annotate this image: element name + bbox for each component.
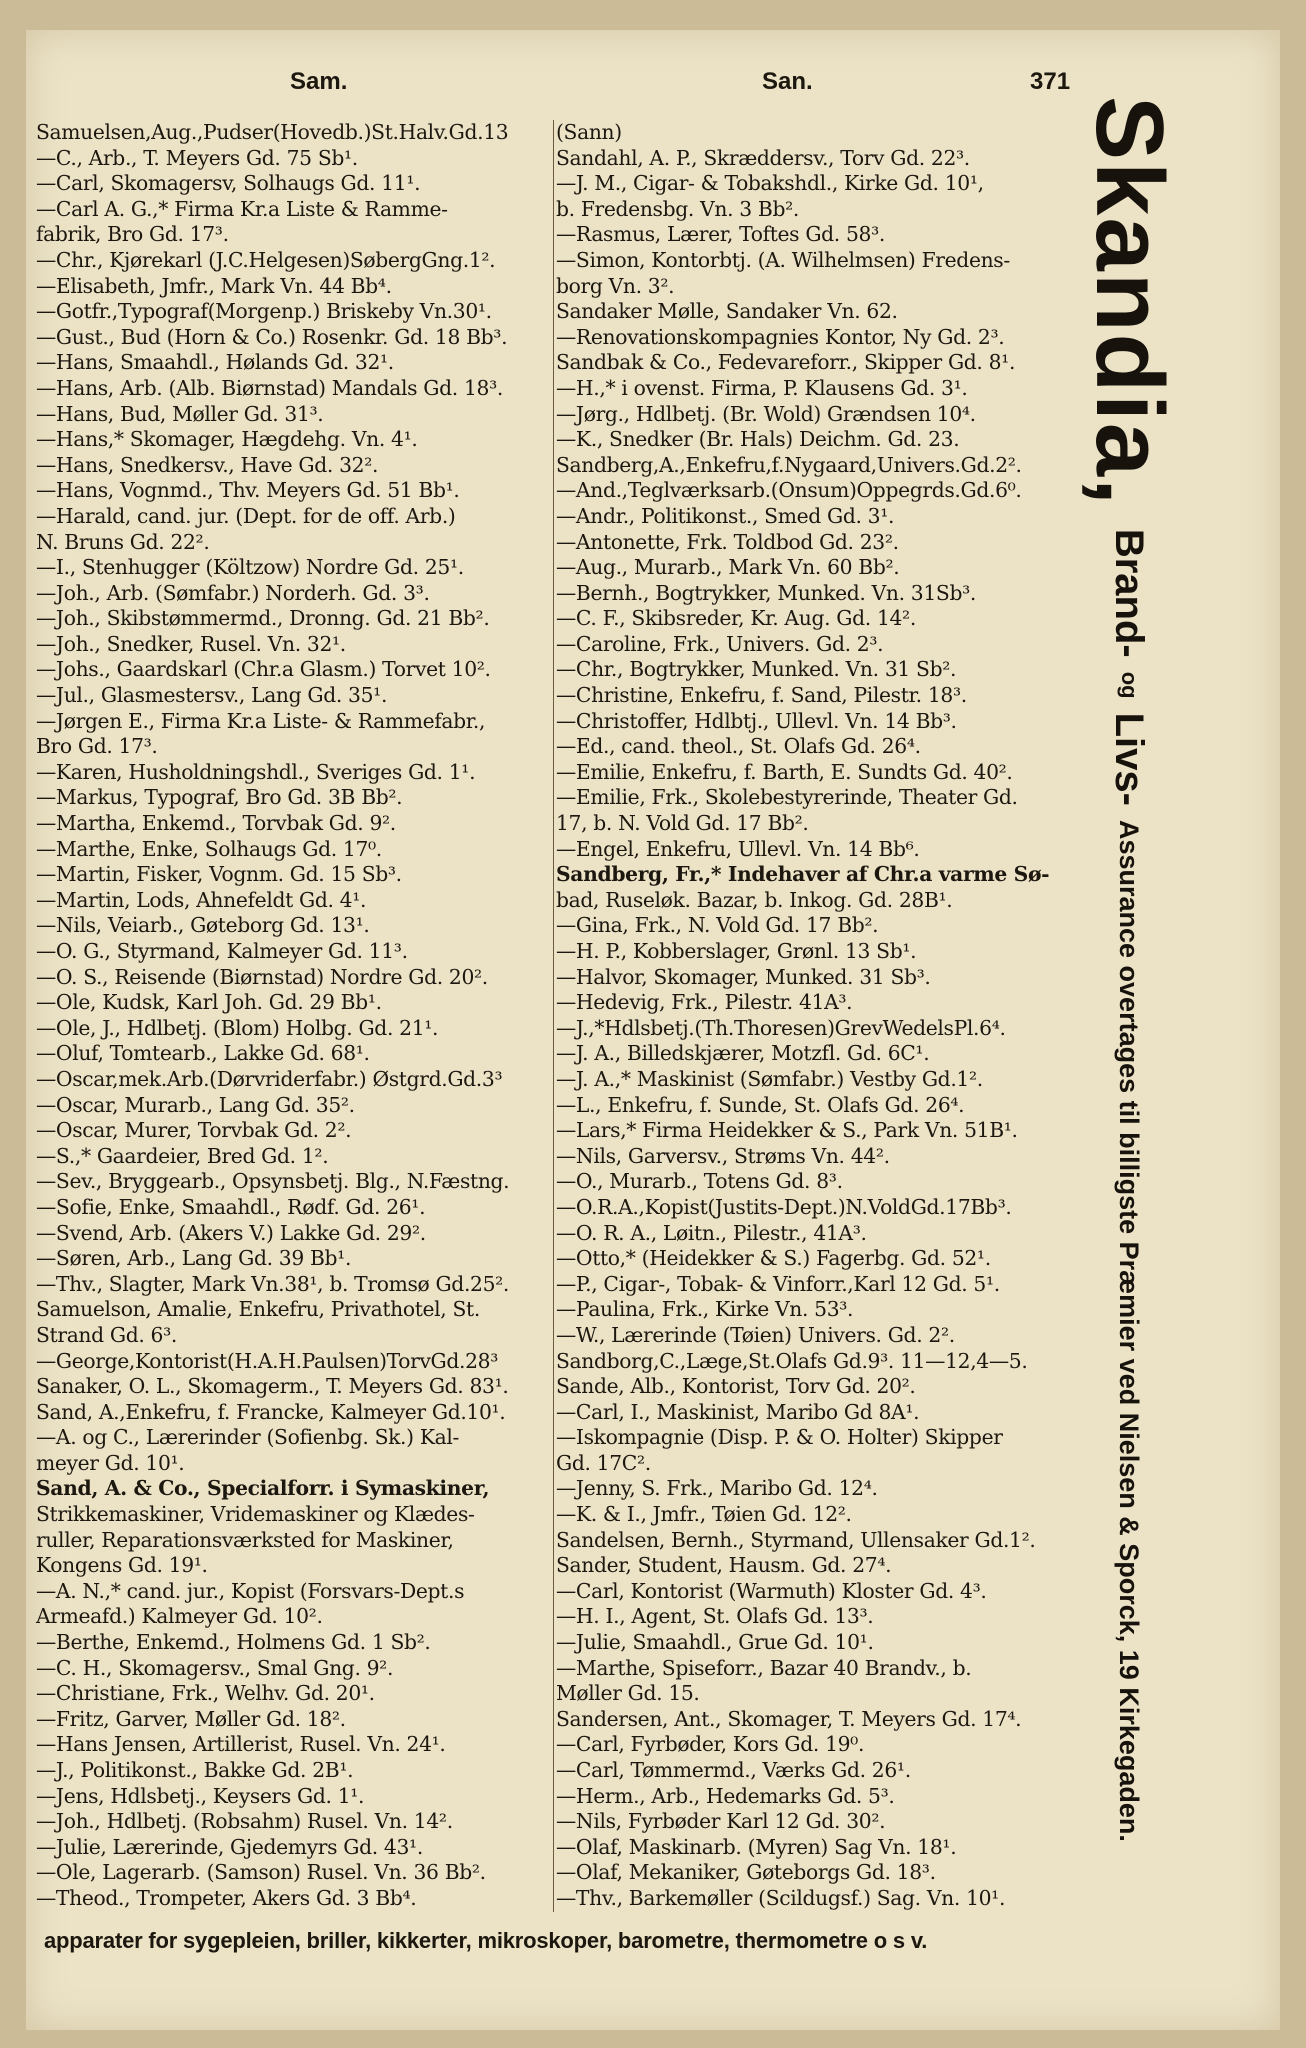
header-center-keyword: San. bbox=[762, 68, 813, 95]
directory-entry: —Hans Jensen, Artillerist, Rusel. Vn. 24¹. bbox=[36, 1732, 446, 1757]
directory-entry: Sande, Alb., Kontorist, Torv Gd. 20². bbox=[556, 1374, 916, 1399]
directory-entry: meyer Gd. 10¹. bbox=[36, 1450, 185, 1475]
directory-entry: —Julie, Lærerinde, Gjedemyrs Gd. 43¹. bbox=[36, 1834, 423, 1859]
right-column bbox=[556, 120, 1076, 1912]
directory-entry: —L., Enkefru, f. Sunde, St. Olafs Gd. 26⁴. bbox=[556, 1092, 965, 1117]
directory-entry: —Jørg., Hdlbetj. (Br. Wold) Grændsen 10⁴. bbox=[556, 401, 976, 426]
directory-entry: —Martin, Lods, Ahnefeldt Gd. 4¹. bbox=[36, 887, 367, 912]
directory-entry: Sander, Student, Hausm. Gd. 27⁴. bbox=[556, 1553, 892, 1578]
directory-entry: Strikkemaskiner, Vridemaskiner og Klædes- bbox=[36, 1502, 475, 1527]
directory-entry: —Søren, Arb., Lang Gd. 39 Bb¹. bbox=[36, 1246, 352, 1271]
sidebar-livs: Livs- bbox=[1107, 712, 1152, 806]
directory-entry: —Jenny, S. Frk., Maribo Gd. 12⁴. bbox=[556, 1476, 878, 1501]
directory-entry: —I., Stenhugger (Költzow) Nordre Gd. 25¹. bbox=[36, 555, 464, 580]
directory-entry: —A. N.,* cand. jur., Kopist (Forsvars-Dept.s bbox=[36, 1578, 465, 1603]
sidebar-ad-text: Assurance overtages til billigste Præmier ved Nielsen & Sporck, 19 Kirkegaden. bbox=[1114, 819, 1145, 1842]
directory-entry: —Joh., Hdlbetj. (Robsahm) Rusel. Vn. 14². bbox=[36, 1809, 453, 1834]
directory-entry: —Jul., Glasmestersv., Lang Gd. 35¹. bbox=[36, 683, 388, 708]
directory-entry: Sandersen, Ant., Skomager, T. Meyers Gd. 17⁴. bbox=[556, 1706, 1022, 1731]
directory-entry: —J. M., Cigar- & Tobakshdl., Kirke Gd. 10¹, bbox=[556, 171, 984, 196]
directory-entry: —Carl, Fyrbøder, Kors Gd. 19⁰. bbox=[556, 1732, 865, 1757]
directory-entry: —Christiane, Frk., Welhv. Gd. 20¹. bbox=[36, 1681, 375, 1706]
directory-entry: —Nils, Garversv., Strøms Vn. 44². bbox=[556, 1143, 890, 1168]
directory-entry: b. Fredensbg. Vn. 3 Bb². bbox=[556, 196, 799, 221]
directory-entry: fabrik, Bro Gd. 17³. bbox=[36, 222, 229, 247]
directory-entry: —Nils, Veiarb., Gøteborg Gd. 13¹. bbox=[36, 913, 370, 938]
directory-entry: —P., Cigar-, Tobak- & Vinforr.,Karl 12 Gd. 5¹. bbox=[556, 1271, 1000, 1296]
directory-entry: —Gotfr.,Typograf(Morgenp.) Briskeby Vn.30¹. bbox=[36, 299, 492, 324]
directory-entry: Gd. 17C². bbox=[556, 1450, 651, 1475]
directory-entry: —Iskompagnie (Disp. P. & O. Holter) Skipper bbox=[556, 1425, 1003, 1450]
directory-entry: —Sev., Bryggearb., Opsynsbetj. Blg., N.Fæstng. bbox=[36, 1169, 510, 1194]
directory-entry: —O. R. A., Løitn., Pilestr., 41A³. bbox=[556, 1220, 867, 1245]
directory-entry: bad, Ruseløk. Bazar, b. Inkog. Gd. 28B¹. bbox=[556, 887, 953, 912]
directory-entry: —Carl, Tømmermd., Værks Gd. 26¹. bbox=[556, 1758, 911, 1782]
footer-advertisement: apparater for sygepleien, briller, kikkerter, mikroskoper, barometre, thermometre o s v. bbox=[44, 1928, 928, 1953]
directory-entry: —Julie, Smaahdl., Grue Gd. 10¹. bbox=[556, 1630, 874, 1655]
directory-entry: —Halvor, Skomager, Munked. 31 Sb³. bbox=[556, 964, 931, 989]
directory-entry: Kongens Gd. 19¹. bbox=[36, 1553, 208, 1578]
directory-entry: —C. F., Skibsreder, Kr. Aug. Gd. 14². bbox=[556, 606, 916, 631]
directory-entry: Sandborg,C.,Læge,St.Olafs Gd.9³. 11—12,4—5. bbox=[556, 1348, 1028, 1373]
directory-entry: —Caroline, Frk., Univers. Gd. 2³. bbox=[556, 631, 884, 656]
directory-entry: —Otto,* (Heidekker & S.) Fagerbg. Gd. 52¹. bbox=[556, 1246, 991, 1271]
directory-entry: —Fritz, Garver, Møller Gd. 18². bbox=[36, 1706, 346, 1731]
directory-entry: —A. og C., Lærerinder (Sofienbg. Sk.) Kal- bbox=[36, 1425, 460, 1450]
sidebar-brand: Skandia, bbox=[1076, 96, 1183, 507]
directory-entry: —Jørgen E., Firma Kr.a Liste- & Rammefabr., bbox=[36, 708, 486, 733]
directory-entry: —Emilie, Enkefru, f. Barth, E. Sundts Gd. 40². bbox=[556, 759, 1013, 784]
directory-entry: Sandbak & Co., Fedevareforr., Skipper Gd. 8¹. bbox=[556, 350, 1016, 375]
directory-entry: —Chr., Bogtrykker, Munked. Vn. 31 Sb². bbox=[556, 657, 957, 682]
left-column bbox=[36, 120, 556, 1912]
directory-entry: Sand, A. & Co., Specialforr. i Symaskiner, bbox=[36, 1476, 490, 1501]
directory-entry: —Engel, Enkefru, Ullevl. Vn. 14 Bb⁶. bbox=[556, 836, 920, 861]
directory-entry: —Oscar, Murarb., Lang Gd. 35². bbox=[36, 1092, 355, 1117]
column-divider bbox=[553, 120, 554, 1912]
directory-entry: —O. G., Styrmand, Kalmeyer Gd. 11³. bbox=[36, 939, 408, 963]
directory-entry: —Johs., Gaardskarl (Chr.a Glasm.) Torvet 10². bbox=[36, 657, 491, 682]
sidebar-brand-line: Brand- bbox=[1107, 528, 1152, 658]
directory-entry: —Joh., Skibstømmermd., Dronng. Gd. 21 Bb². bbox=[36, 606, 490, 631]
directory-entry: —Ole, Lagerarb. (Samson) Rusel. Vn. 36 Bb². bbox=[36, 1860, 486, 1885]
directory-entry: ruller, Reparationsværksted for Maskiner, bbox=[36, 1527, 454, 1552]
directory-entry: —Thv., Slagter, Mark Vn.38¹, b. Tromsø Gd.25². bbox=[36, 1271, 510, 1296]
sidebar-og: og bbox=[1117, 671, 1142, 699]
directory-entry: Strand Gd. 6³. bbox=[36, 1322, 177, 1347]
directory-entry: —Thv., Barkemøller (Scildugsf.) Sag. Vn. 10¹. bbox=[556, 1885, 1006, 1910]
directory-entry: —Martha, Enkemd., Torvbak Gd. 9². bbox=[36, 811, 396, 836]
directory-entry: —Christine, Enkefru, f. Sand, Pilestr. 18³. bbox=[556, 683, 967, 708]
directory-entry: —Carl, I., Maskinist, Maribo Gd 8A¹. bbox=[556, 1399, 920, 1424]
directory-entry: —Christoffer, Hdlbtj., Ullevl. Vn. 14 Bb³. bbox=[556, 708, 957, 733]
directory-entry: —Emilie, Frk., Skolebestyrerinde, Theater Gd. bbox=[556, 785, 1018, 810]
directory-entry: —C. H., Skomagersv., Smal Gng. 9². bbox=[36, 1655, 394, 1680]
directory-entry: —Markus, Typograf, Bro Gd. 3B Bb². bbox=[36, 785, 403, 810]
directory-entry: —J.,*Hdlsbetj.(Th.Thoresen)GrevWedelsPl.6⁴. bbox=[556, 1015, 1006, 1040]
directory-entry: —Martin, Fisker, Vognm. Gd. 15 Sb³. bbox=[36, 862, 402, 887]
directory-entry: (Sann) bbox=[556, 120, 622, 144]
directory-entry: —Renovationskompagnies Kontor, Ny Gd. 2³. bbox=[556, 324, 1005, 349]
directory-entry: —Olaf, Mekaniker, Gøteborgs Gd. 18³. bbox=[556, 1860, 936, 1885]
directory-entry: —Hans, Vognmd., Thv. Meyers Gd. 51 Bb¹. bbox=[36, 478, 460, 503]
directory-entry: —O. S., Reisende (Biørnstad) Nordre Gd. 20². bbox=[36, 964, 488, 989]
directory-entry: Sandberg, Fr.,* Indehaver af Chr.a varme Sø- bbox=[556, 862, 1050, 887]
directory-entry: —J. A.,* Maskinist (Sømfabr.) Vestby Gd.1². bbox=[556, 1066, 983, 1091]
directory-entry: Sanaker, O. L., Skomagerm., T. Meyers Gd. 83¹. bbox=[36, 1374, 509, 1399]
directory-entry: —Chr., Kjørekarl (J.C.Helgesen)SøbergGng.1². bbox=[36, 247, 496, 272]
directory-entry: —H. I., Agent, St. Olafs Gd. 13³. bbox=[556, 1604, 874, 1629]
directory-entry: Sandberg,A.,Enkefru,f.Nygaard,Univers.Gd.2². bbox=[556, 452, 1022, 477]
directory-entry: —Marthe, Enke, Solhaugs Gd. 17⁰. bbox=[36, 836, 382, 861]
directory-entry: —Karen, Husholdningshdl., Sveriges Gd. 1¹. bbox=[36, 759, 476, 784]
directory-entry: —Berthe, Enkemd., Holmens Gd. 1 Sb². bbox=[36, 1630, 431, 1655]
directory-entry: 17, b. N. Vold Gd. 17 Bb². bbox=[556, 811, 809, 836]
directory-entry: —Elisabeth, Jmfr., Mark Vn. 44 Bb⁴. bbox=[36, 273, 392, 298]
directory-entry: —S.,* Gaardeier, Bred Gd. 1². bbox=[36, 1143, 329, 1168]
directory-entry: —Theod., Trompeter, Akers Gd. 3 Bb⁴. bbox=[36, 1885, 417, 1910]
directory-entry: —Joh., Arb. (Sømfabr.) Norderh. Gd. 3³. bbox=[36, 580, 430, 605]
directory-entry: Samuelsen,Aug.,Pudser(Hovedb.)St.Halv.Gd.13 bbox=[36, 120, 509, 144]
directory-entry: —O., Murarb., Totens Gd. 8³. bbox=[556, 1169, 843, 1194]
directory-entry: Sand, A.,Enkefru, f. Francke, Kalmeyer Gd.10¹. bbox=[36, 1399, 506, 1424]
directory-entry: —Carl, Kontorist (Warmuth) Kloster Gd. 4³. bbox=[556, 1578, 987, 1603]
directory-entry: —Svend, Arb. (Akers V.) Lakke Gd. 29². bbox=[36, 1220, 426, 1245]
directory-entry: Samuelson, Amalie, Enkefru, Privathotel, St. bbox=[36, 1297, 480, 1322]
directory-entry: —And.,Teglværksarb.(Onsum)Oppegrds.Gd.6⁰. bbox=[556, 478, 1022, 503]
directory-entry: Møller Gd. 15. bbox=[556, 1681, 700, 1706]
directory-entry: —Marthe, Spiseforr., Bazar 40 Brandv., b. bbox=[556, 1655, 972, 1680]
directory-entry: —Joh., Snedker, Rusel. Vn. 32¹. bbox=[36, 631, 346, 656]
directory-entry: —Simon, Kontorbtj. (A. Wilhelmsen) Fredens- bbox=[556, 247, 1010, 272]
directory-entry: Armeafd.) Kalmeyer Gd. 10². bbox=[36, 1604, 323, 1629]
directory-entry: N. Bruns Gd. 22². bbox=[36, 529, 210, 554]
directory-entry: —Gina, Frk., N. Vold Gd. 17 Bb². bbox=[556, 913, 879, 938]
directory-entry: Sandahl, A. P., Skræddersv., Torv Gd. 22³. bbox=[556, 145, 970, 170]
directory-entry: —K. & I., Jmfr., Tøien Gd. 12². bbox=[556, 1502, 852, 1527]
directory-entry: —Carl A. G.,* Firma Kr.a Liste & Ramme- bbox=[36, 196, 448, 221]
directory-entry: —Hans, Arb. (Alb. Biørnstad) Mandals Gd. 18³. bbox=[36, 375, 503, 400]
directory-entry: —O.R.A.,Kopist(Justits-Dept.)N.VoldGd.17Bb³. bbox=[556, 1194, 1012, 1219]
directory-entry: —Gust., Bud (Horn & Co.) Rosenkr. Gd. 18 Bb³. bbox=[36, 324, 508, 349]
directory-entry: —Bernh., Bogtrykker, Munked. Vn. 31Sb³. bbox=[556, 580, 976, 605]
directory-entry: —Hans, Smaahdl., Hølands Gd. 32¹. bbox=[36, 350, 394, 375]
directory-entry: —Rasmus, Lærer, Toftes Gd. 58³. bbox=[556, 222, 885, 247]
directory-entry: —Hans, Bud, Møller Gd. 31³. bbox=[36, 401, 324, 426]
directory-entry: —Andr., Politikonst., Smed Gd. 3¹. bbox=[556, 503, 895, 528]
directory-entry: —Aug., Murarb., Mark Vn. 60 Bb². bbox=[556, 555, 900, 580]
advertisement-sidebar bbox=[1076, 96, 1183, 1926]
directory-entry: —Herm., Arb., Hedemarks Gd. 5³. bbox=[556, 1783, 895, 1808]
page-number: 371 bbox=[1030, 68, 1071, 95]
directory-entry: —Hedevig, Frk., Pilestr. 41A³. bbox=[556, 990, 853, 1015]
directory-entry: —W., Lærerinde (Tøien) Univers. Gd. 2². bbox=[556, 1322, 955, 1347]
directory-entry: —J., Politikonst., Bakke Gd. 2B¹. bbox=[36, 1758, 354, 1782]
directory-entry: —H.,* i ovenst. Firma, P. Klausens Gd. 3¹. bbox=[556, 375, 968, 400]
directory-entry: —K., Snedker (Br. Hals) Deichm. Gd. 23. bbox=[556, 427, 960, 452]
directory-entry: —George,Kontorist(H.A.H.Paulsen)TorvGd.28³ bbox=[36, 1348, 499, 1373]
directory-entry: —Oscar, Murer, Torvbak Gd. 2². bbox=[36, 1118, 352, 1143]
directory-entry: —Harald, cand. jur. (Dept. for de off. Arb.) bbox=[36, 503, 456, 528]
directory-entry: —Lars,* Firma Heidekker & S., Park Vn. 51B¹. bbox=[556, 1118, 1018, 1143]
directory-entry: —Oscar,mek.Arb.(Dørvriderfabr.) Østgrd.Gd.3³ bbox=[36, 1066, 503, 1091]
directory-entry: —Antonette, Frk. Toldbod Gd. 23². bbox=[556, 529, 899, 554]
directory-entry: Sandelsen, Bernh., Styrmand, Ullensaker Gd.1². bbox=[556, 1527, 1036, 1552]
header-left-keyword: Sam. bbox=[290, 68, 348, 95]
directory-entry: —Sofie, Enke, Smaahdl., Rødf. Gd. 26¹. bbox=[36, 1194, 426, 1219]
directory-entry: —H. P., Kobberslager, Grønl. 13 Sb¹. bbox=[556, 939, 917, 963]
directory-entry: —Paulina, Frk., Kirke Vn. 53³. bbox=[556, 1297, 854, 1322]
directory-entry: —C., Arb., T. Meyers Gd. 75 Sb¹. bbox=[36, 145, 358, 170]
directory-entry: —Hans, Snedkersv., Have Gd. 32². bbox=[36, 452, 379, 477]
directory-entry: —Nils, Fyrbøder Karl 12 Gd. 30². bbox=[556, 1809, 886, 1834]
directory-entry: —Olaf, Maskinarb. (Myren) Sag Vn. 18¹. bbox=[556, 1834, 957, 1859]
directory-entry: —Ole, Kudsk, Karl Joh. Gd. 29 Bb¹. bbox=[36, 990, 382, 1015]
directory-entry: Sandaker Mølle, Sandaker Vn. 62. bbox=[556, 299, 898, 324]
directory-entry: —Oluf, Tomtearb., Lakke Gd. 68¹. bbox=[36, 1041, 370, 1066]
directory-entry: —Jens, Hdlsbetj., Keysers Gd. 1¹. bbox=[36, 1783, 365, 1808]
directory-entry: borg Vn. 3². bbox=[556, 273, 675, 298]
directory-entry: —J. A., Billedskjærer, Motzfl. Gd. 6C¹. bbox=[556, 1041, 930, 1066]
directory-entry: —Ole, J., Hdlbetj. (Blom) Holbg. Gd. 21¹. bbox=[36, 1015, 439, 1040]
directory-entry: —Ed., cand. theol., St. Olafs Gd. 26⁴. bbox=[556, 734, 921, 759]
directory-entry: Bro Gd. 17³. bbox=[36, 734, 158, 759]
directory-entry: —Carl, Skomagersv, Solhaugs Gd. 11¹. bbox=[36, 171, 421, 196]
directory-entry: —Hans,* Skomager, Hægdehg. Vn. 4¹. bbox=[36, 427, 418, 452]
